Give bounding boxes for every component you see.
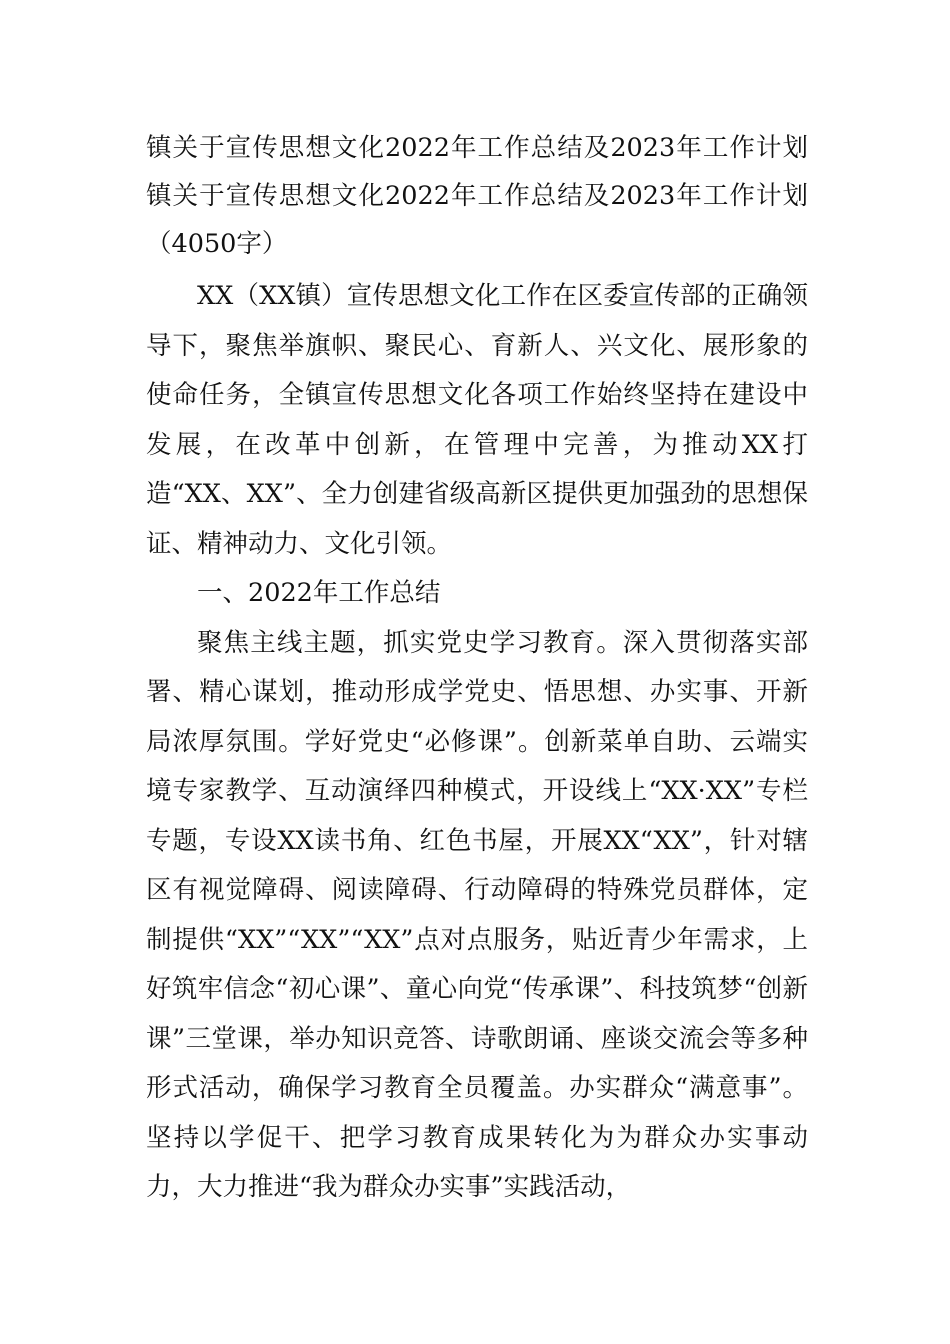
section-1-paragraph: 聚焦主线主题，抓实党史学习教育。深入贯彻落实部署、精心谋划，推动形成学党史、悟思想、办实事、开新局浓厚氛围。学好党史“必修课”。创新菜单自助、云端实境专家教学、互动演绎四种模式，开设线上“XX·XX”专栏专题，专设XX读书角、红色书屋，开展XX“XX”，针对辖区有视觉障碍、阅读障碍、行动障碍的特殊党员群体，定制提供“XX”“XX”“XX”点对点服务，贴近青少年需求，上好筑牢信念“初心课”、童心向党“传承课”、科技筑梦“创新课”三堂课，举办知识竞答、诗歌朗诵、座谈交流会等多种形式活动，确保学习教育全员覆盖。办实群众“满意事”。坚持以学促干、把学习教育成果转化为为群众办实事动力，大力推进“我为群众办实事”实践活动， [146,627,808,1202]
document-title-word-count: （4050字） [146,229,288,259]
section-1-heading: 一、2022年工作总结 [197,578,441,608]
intro-paragraph: XX（XX镇）宣传思想文化工作在区委宣传部的正确领导下，聚焦举旗帜、聚民心、育新人、兴文化、展形象的使命任务，全镇宣传思想文化各项工作始终坚持在建设中发展，在改革中创新，在管理中完善，为推动XX打造“XX、XX”、全力创建省级高新区提供更加强劲的思想保证、精神动力、文化引领。 [146,281,808,559]
document-page [146,124,808,1213]
document-title-line-2: 镇关于宣传思想文化2022年工作总结及2023年工作计划 [146,181,808,211]
document-title-line-1: 镇关于宣传思想文化2022年工作总结及2023年工作计划 [146,133,808,163]
